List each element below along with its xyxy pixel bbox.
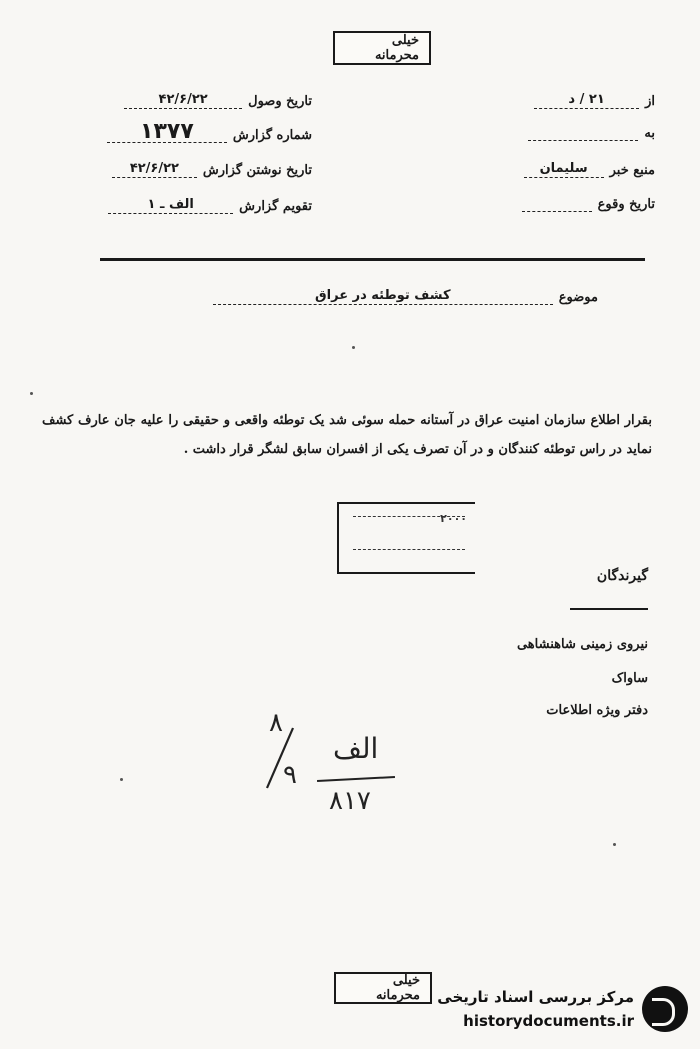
report-body: بقرار اطلاع سازمان امنیت عراق در آستانه حمله سوئی شد یک توطئه واقعی و حقیقی را علیه جان عارف کشف نماید در راس توطئه کنندگان و در آن تصرف یکی از افسران سابق لشگر قرار داشت . [42,413,652,457]
field-label: شماره گزارش [232,128,312,143]
paper-speck [613,843,616,846]
field-value: ۴۲/۶/۲۲ [129,161,179,176]
field-line [522,198,592,212]
field-label: تاریخ نوشتن گزارش [202,163,312,178]
field-event-date [522,197,655,212]
field-label: تاریخ وقوع [597,197,655,212]
field-label: از [645,94,655,109]
field-line [524,161,604,178]
classification-text: خیلی محرمانه [375,973,420,1003]
field-line [108,197,233,214]
stamp-number: ۲۰۰۰ [440,512,467,525]
header-divider [100,258,645,261]
field-subject [213,290,598,305]
field-label: منبع خبر [609,163,655,178]
field-label: تاریخ وصول [248,94,312,109]
field-to [528,126,655,141]
archive-url: historydocuments.ir [463,1012,634,1030]
field-label: موضوع [558,290,598,305]
recipients-heading: گیرندگان [596,568,648,584]
archive-watermark [388,984,688,1040]
field-from [534,94,655,109]
field-value: کشف توطئه در عراق [315,288,451,303]
field-line [528,127,638,141]
handwritten-number-bottom: ۹ [283,760,297,790]
handwritten-note [255,706,405,826]
field-evaluation [108,199,312,214]
field-line [213,288,553,305]
field-line [124,92,242,109]
field-line [107,119,227,144]
archive-name: مرکز بررسی اسناد تاریخی [437,988,634,1006]
field-value: سلیمان [539,161,588,176]
archive-logo-icon [642,986,688,1032]
field-value: ۲۱ / د [568,92,605,107]
field-value: الف ـ ۱ [147,197,194,212]
paper-speck [352,346,355,349]
handwritten-fraction-bar [317,776,395,782]
field-value: ۴۲/۶/۲۲ [158,92,208,107]
field-receipt-date [124,94,312,109]
field-line [112,161,197,178]
recipients-underline [570,608,648,610]
handwritten-number-top: ۸ [269,708,283,738]
field-value: ۱۳۷۷ [140,119,194,144]
paper-speck [120,778,123,781]
recipient-item: ساواک [611,671,648,686]
field-label: به [644,126,655,141]
paper-speck [30,392,33,395]
receipt-stamp [337,502,475,574]
field-label: تقویم گزارش [239,199,312,214]
field-line [534,92,639,109]
recipient-item: دفتر ویژه اطلاعات [546,703,648,718]
field-writing-date [112,163,312,178]
field-source [524,163,655,178]
field-report-number [107,119,312,144]
handwritten-denominator: ۸۱۷ [329,786,371,816]
recipient-item: نیروی زمینی شاهنشاهی [516,637,648,652]
handwritten-numerator: الف [333,732,379,765]
classification-text: خیلی محرمانه [374,33,419,63]
classification-stamp-top [333,31,431,65]
